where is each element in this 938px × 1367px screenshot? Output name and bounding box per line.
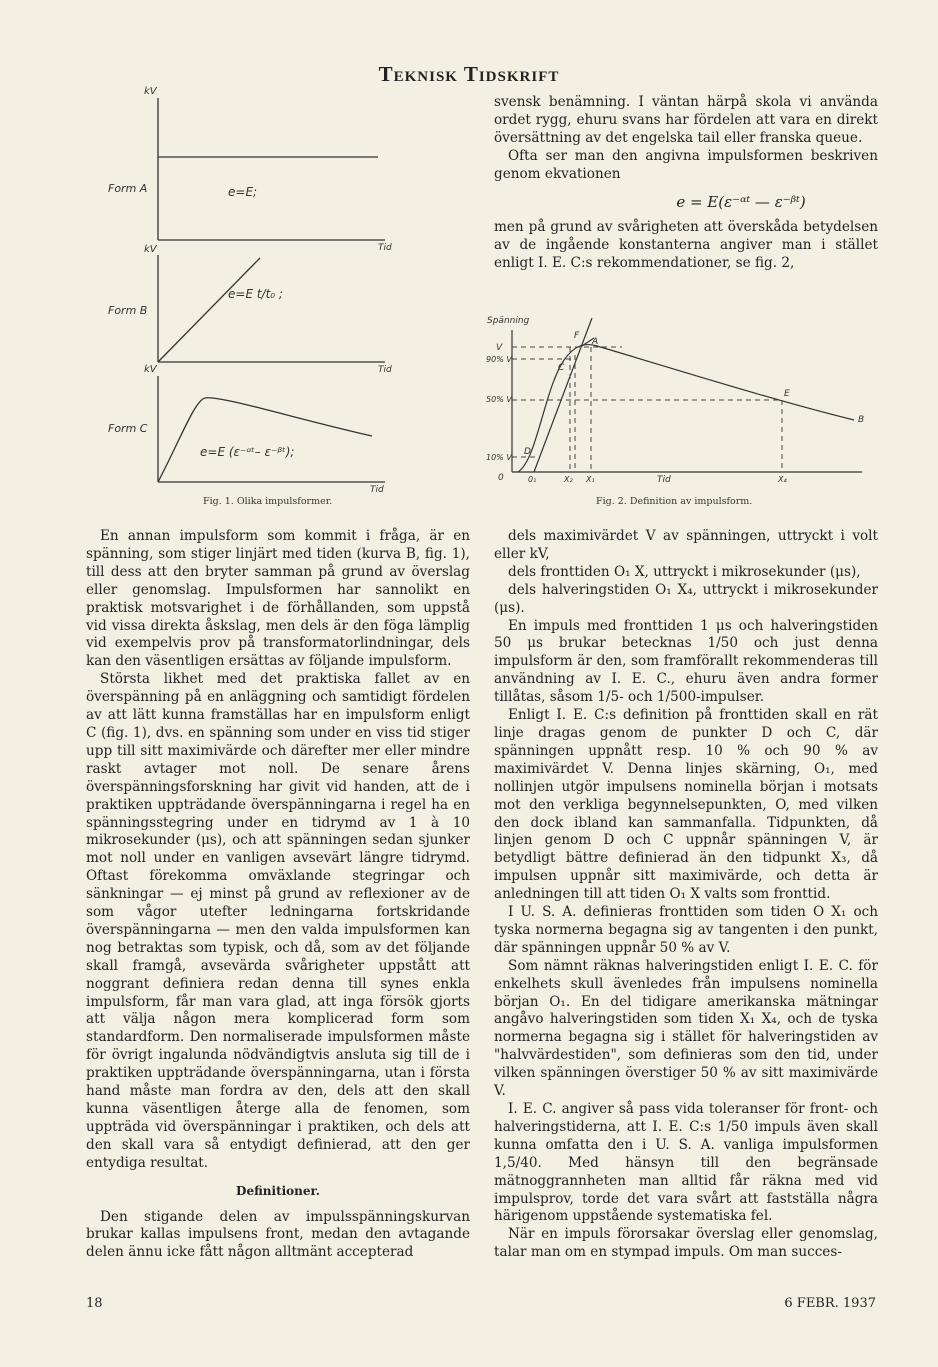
fig1-formula-b: e=E t/t₀ ; [228, 287, 283, 301]
fig1-caption: Fig. 1. Olika impulsformer. [203, 496, 333, 507]
fig2-point-e: E [784, 389, 790, 399]
left-p2: Största likhet med det praktiska fallet av en överspänning på en anläggning och samtidigt fördelen av att lätt kunna framställas har en impulsform enligt C (fig. 1), dvs. en spänning som under en viss tid stiger upp till sitt maximivärde och därefter mer eller mindre raskt avtager mot noll. De senare årens överspänningsforskning har givit vid handen, att de i praktiken uppträdande överspänningarna i regel ha en spänningsstegring under en tidrymd av 1 à 10 mikrosekunder (μs), och att spänningen sedan sjunker mot noll under en vanligen avsevärt längre tidrymd. Oftast förekomma omväxlande stegringar och sänkningar — ej minst på grund av reflexioner av de som vågor utefter ledningarna fortskridande överspänningarna — men den valda impulsformen kan nog betraktas som typisk, och då, som av det följande skall framgå, avsevärda svårigheter uppstått att noggrant definiera redan denna till synes enkla impulsform, får man vara glad, att inga försök gjorts att välja någon mera komplicerad form som standardform. Den normaliserade impulsformen måste för övrigt ingalunda nödvändigtvis ansluta sig till de i praktiken uppträdande överspänningarna, utan i första hand måste man fordra av den, dels att den skall kunna väsentligen återge alla de fenomen, som uppträda vid överspänningar i praktiken, och dels att den skall vara så entydigt definierad, att den ger entydiga resultat. [86, 671, 470, 1171]
fig1-unit-a: kV [144, 86, 157, 97]
fig2-ylabel: Spänning [487, 316, 530, 326]
fig1-xlabel-c: Tid [370, 485, 384, 495]
fig2-ytick-50: 50% V [486, 395, 512, 404]
right-p6: I U. S. A. definieras fronttiden som tiden O X₁ och tyska normerna begagna sig av tangenten i den punkt, där spänningen uppnår 50 % av V. [494, 904, 878, 956]
left-column [86, 528, 470, 1262]
fig2-ytick-0: 0 [498, 473, 504, 483]
right-top-p2: Ofta ser man den angivna impulsformen beskriven genom ekvationen [494, 147, 878, 182]
fig1-label-b: Form B [108, 304, 148, 317]
right-p8: I. E. C. angiver så pass vida toleranser för front- och halveringstiderna, att I. E. C:s 1/50 impuls även skall kunna omfatta den i U. S. A. vanliga impulsformen 1,5/40. Med hänsyn till den begränsade mätnoggrannheten man alltid får räkna med vid impulsprov, torde det vara svårt att fastställa några härigenom uppstående systematiska fel. [494, 1101, 878, 1225]
fig2-xtick-o1: 0₁ [528, 475, 537, 484]
right-top-text [494, 94, 878, 273]
right-p2: dels fronttiden O₁ X, uttryckt i mikrosekunder (μs), [508, 563, 861, 580]
right-top-p3: men på grund av svårigheten att överskåda betydelsen av de ingående konstanterna angiver man i stället enligt I. E. C:s rekommendationer, se fig. 2, [494, 219, 878, 272]
right-p4: En impuls med fronttiden 1 μs och halveringstiden 50 μs brukar betecknas 1/50 och just denna impulsform är den, som framförallt rekommenderas till användning av I. E. C., ehuru även andra former tillåtas, såsom 1/5- och 1/500-impulser. [494, 617, 878, 706]
fig2-xlabel: Tid [657, 475, 671, 485]
fig2-ytick-10: 10% V [486, 453, 512, 462]
journal-title: Teknisk Tidskrift [378, 62, 560, 86]
fig1-unit-b: kV [144, 244, 157, 255]
fig1-formula-a: e=E; [228, 185, 258, 199]
figure-1 [100, 80, 390, 495]
fig2-xtick-x1: X₁ [586, 475, 595, 484]
section-heading: Definitioner. [236, 1183, 320, 1198]
fig2-point-c: C [558, 363, 565, 373]
left-p1: En annan impulsform som kommit i fråga, är en spänning, som stiger linjärt med tiden (kurva B, fig. 1), till dess att den bryter samman på grund av överslag eller genomslag. Impulsformen har sannolikt en praktisk motsvarighet i de förhållanden, som uppstå vid vissa direkta åskslag, men dels är den föga lämplig vid exempelvis prov på transformatorlindningar, dels kan den väsentligen ersättas av följande impulsform. [86, 528, 470, 670]
fig1-label-c: Form C [108, 422, 148, 435]
right-p1: dels maximivärdet V av spänningen, uttryckt i volt eller kV, [494, 528, 878, 562]
figure-2 [482, 310, 882, 490]
page-number: 18 [86, 1296, 103, 1311]
fig1-xlabel-b: Tid [378, 365, 392, 375]
fig2-ytick-v: V [496, 343, 503, 353]
fig1-formula-c: e=E (ε⁻ᵅᵗ– ε⁻ᵝᵗ); [200, 445, 295, 459]
fig2-xtick-x2: X₂ [564, 475, 573, 484]
fig2-point-b: B [858, 415, 865, 425]
fig2-xtick-x4: X₄ [778, 475, 787, 484]
right-column [494, 528, 878, 1262]
right-p7: Som nämnt räknas halveringstiden enligt I. E. C. för enkelhets skull ävenledes från impulsens nominella början O₁. En del tidigare amerikanska mätningar angåvo halveringstiden som tiden X₁ X₄, och de tyska normerna begagna sig i stället för halveringstiden av "halvvärdestiden", som definieras som den tid, under vilken spänningen överstiger 50 % av sitt maximivärde V. [494, 957, 878, 1100]
equation: e = E(ε⁻ᵅᵗ — ε⁻ᵝᵗ) [676, 192, 806, 211]
fig1-unit-c: kV [144, 364, 157, 375]
fig2-ytick-90: 90% V [486, 355, 512, 364]
left-p3: Den stigande delen av impulsspänningskurvan brukar kallas impulsens front, medan den avtagande delen ännu icke fått någon alltmänt accepterad [86, 1208, 470, 1261]
fig1-xlabel-a: Tid [378, 243, 392, 253]
right-p9: När en impuls förorsakar överslag eller genomslag, talar man om en stympad impuls. Om man succes- [494, 1226, 878, 1261]
fig1-label-a: Form A [108, 182, 148, 195]
issue-date: 6 FEBR. 1937 [784, 1296, 876, 1311]
fig2-point-f: F [574, 331, 580, 341]
fig2-point-d: D [524, 447, 531, 457]
fig2-caption: Fig. 2. Definition av impulsform. [596, 496, 753, 507]
right-p5: Enligt I. E. C:s definition på fronttiden skall en rät linje dragas genom de punkter D och C, där spänningen uppnått resp. 10 % och 90 % av maximivärdet V. Denna linjes skärning, O₁, med nollinjen utgör impulsens nominella början i motsats mot den verkliga begynnelsepunkten, O, med vilken den dock ibland kan sammanfalla. Tidpunkten, då linjen genom D och C uppnår spänningen V, är betydligt bättre definierad än den tidpunkt X₃, då impulsen uppnår sitt maximivärde, och detta är anledningen till att tiden O₁ X valts som fronttid. [494, 707, 878, 903]
right-top-p1: svensk benämning. I väntan härpå skola vi använda ordet rygg, ehuru svans har fördelen att vara en direkt översättning av det engelska tail eller franska queue. [494, 94, 878, 146]
right-p3: dels halveringstiden O₁ X₄, uttryckt i mikrosekunder (μs). [494, 581, 878, 616]
fig2-point-a: A [592, 337, 599, 347]
